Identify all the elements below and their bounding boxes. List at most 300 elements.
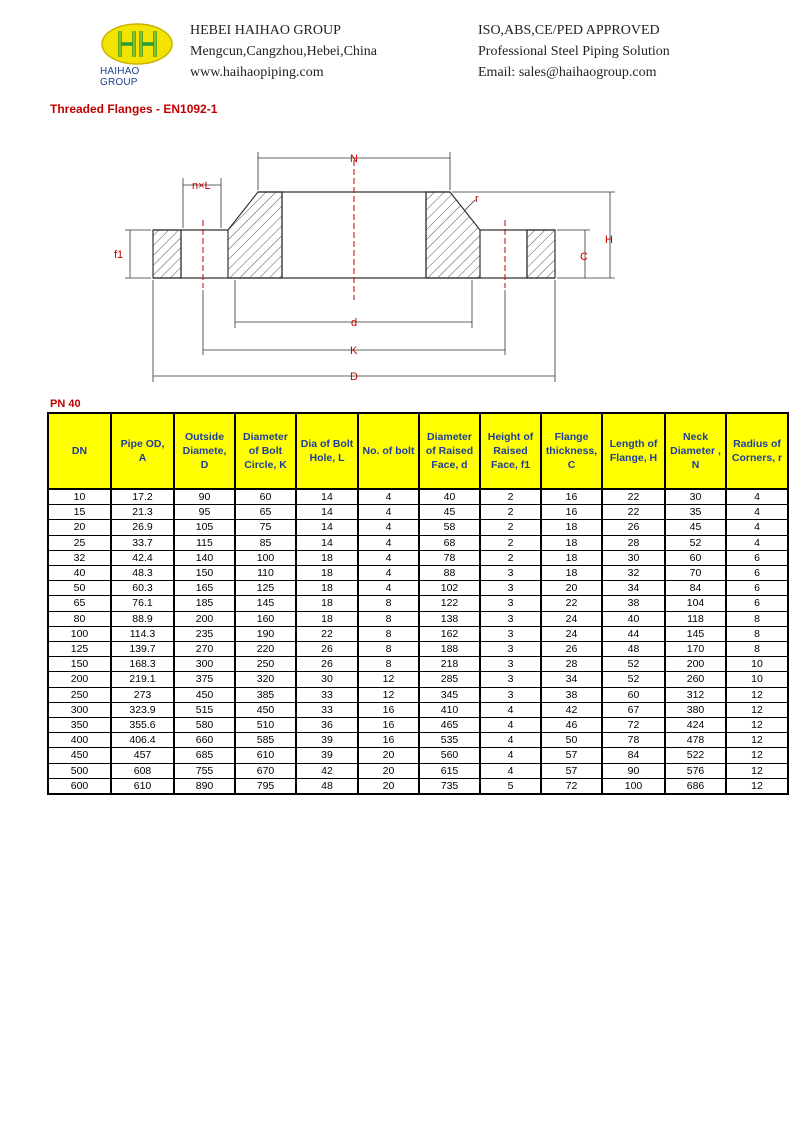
table-cell: 68 — [419, 535, 480, 550]
table-cell: 42 — [296, 763, 358, 778]
table-cell: 75 — [235, 520, 296, 535]
table-row — [48, 718, 788, 733]
col-header-line: Pipe OD, — [120, 438, 165, 450]
table-cell: 12 — [358, 672, 419, 687]
label-d: d — [351, 317, 358, 329]
flange-spec-table — [47, 412, 789, 795]
document-title: Threaded Flanges - EN1092-1 — [50, 102, 218, 116]
table-cell: 118 — [665, 611, 726, 626]
table-header-row — [48, 413, 788, 489]
table-cell: 219.1 — [111, 672, 174, 687]
table-cell: 110 — [235, 566, 296, 581]
table-cell: 4 — [358, 505, 419, 520]
table-cell: 145 — [665, 626, 726, 641]
label-N: N — [350, 153, 358, 165]
table-cell: 18 — [296, 611, 358, 626]
table-cell: 22 — [602, 489, 665, 505]
table-cell: 139.7 — [111, 642, 174, 657]
table-row — [48, 733, 788, 748]
table-cell: 3 — [480, 611, 541, 626]
table-cell: 24 — [541, 626, 602, 641]
email-text[interactable]: Email: sales@haihaogroup.com — [478, 65, 657, 80]
table-cell: 60.3 — [111, 581, 174, 596]
table-cell: 312 — [665, 687, 726, 702]
table-cell: 72 — [602, 718, 665, 733]
table-cell: 300 — [174, 657, 235, 672]
table-cell: 515 — [174, 702, 235, 717]
table-cell: 345 — [419, 687, 480, 702]
table-row — [48, 763, 788, 778]
label-D: D — [350, 371, 358, 383]
table-cell: 18 — [541, 535, 602, 550]
pressure-class-label: PN 40 — [50, 398, 81, 410]
table-cell: 40 — [602, 611, 665, 626]
table-cell: 500 — [48, 763, 111, 778]
table-cell: 8 — [726, 642, 788, 657]
table-cell: 2 — [480, 535, 541, 550]
table-row — [48, 778, 788, 794]
table-cell: 33 — [296, 687, 358, 702]
company-website[interactable]: www.haihaopiping.com — [190, 65, 324, 80]
col-header-line: Circle, K — [244, 459, 287, 471]
table-row — [48, 672, 788, 687]
table-cell: 5 — [480, 778, 541, 794]
table-cell: 510 — [235, 718, 296, 733]
table-cell: 615 — [419, 763, 480, 778]
table-cell: 115 — [174, 535, 235, 550]
table-cell: 30 — [296, 672, 358, 687]
table-cell: 80 — [48, 611, 111, 626]
table-cell: 33.7 — [111, 535, 174, 550]
haihao-logo — [100, 22, 175, 67]
table-cell: 76.1 — [111, 596, 174, 611]
col-header — [174, 413, 235, 489]
table-cell: 3 — [480, 657, 541, 672]
col-header-line: Outside — [184, 431, 225, 443]
flange-drawing — [100, 140, 640, 390]
table-cell: 90 — [174, 489, 235, 505]
table-cell: 138 — [419, 611, 480, 626]
label-r: r — [475, 193, 479, 205]
table-cell: 4 — [726, 520, 788, 535]
table-cell: 3 — [480, 596, 541, 611]
table-cell: 84 — [665, 581, 726, 596]
table-cell: 16 — [541, 505, 602, 520]
table-cell: 18 — [541, 550, 602, 565]
table-cell: 8 — [358, 657, 419, 672]
table-cell: 26 — [541, 642, 602, 657]
col-header — [235, 413, 296, 489]
table-cell: 323.9 — [111, 702, 174, 717]
table-cell: 26.9 — [111, 520, 174, 535]
table-cell: 40 — [48, 566, 111, 581]
company-contact — [478, 20, 670, 83]
table-cell: 33 — [296, 702, 358, 717]
table-cell: 4 — [480, 748, 541, 763]
table-cell: 450 — [174, 687, 235, 702]
table-cell: 478 — [665, 733, 726, 748]
col-header — [665, 413, 726, 489]
col-header — [480, 413, 541, 489]
table-cell: 2 — [480, 550, 541, 565]
col-header-line: Diamete, — [182, 445, 227, 457]
table-cell: 4 — [726, 489, 788, 505]
table-cell: 78 — [602, 733, 665, 748]
table-cell: 168.3 — [111, 657, 174, 672]
table-cell: 34 — [541, 672, 602, 687]
col-header — [726, 413, 788, 489]
col-header-line: thickness, — [545, 445, 598, 457]
table-cell: 22 — [296, 626, 358, 641]
table-row — [48, 505, 788, 520]
approval-text: ISO,ABS,CE/PED APPROVED — [478, 23, 660, 38]
table-cell: 20 — [541, 581, 602, 596]
table-cell: 45 — [419, 505, 480, 520]
table-cell: 16 — [541, 489, 602, 505]
table-cell: 8 — [358, 611, 419, 626]
company-address: Mengcun,Cangzhou,Hebei,China — [190, 44, 378, 59]
col-header-line: D — [200, 459, 209, 471]
table-cell: 685 — [174, 748, 235, 763]
table-row — [48, 535, 788, 550]
table-cell: 28 — [602, 535, 665, 550]
table-cell: 270 — [174, 642, 235, 657]
table-cell: 105 — [174, 520, 235, 535]
table-cell: 2 — [480, 520, 541, 535]
table-cell: 522 — [665, 748, 726, 763]
table-cell: 608 — [111, 763, 174, 778]
table-cell: 100 — [48, 626, 111, 641]
table-cell: 686 — [665, 778, 726, 794]
col-header — [602, 413, 665, 489]
table-cell: 250 — [235, 657, 296, 672]
table-cell: 32 — [602, 566, 665, 581]
table-cell: 380 — [665, 702, 726, 717]
table-cell: 65 — [235, 505, 296, 520]
table-cell: 355.6 — [111, 718, 174, 733]
table-cell: 26 — [296, 642, 358, 657]
table-cell: 235 — [174, 626, 235, 641]
label-f1: f1 — [114, 249, 124, 261]
table-cell: 200 — [665, 657, 726, 672]
col-header-line: A — [138, 452, 147, 464]
table-cell: 12 — [726, 763, 788, 778]
table-cell: 4 — [358, 581, 419, 596]
table-cell: 20 — [358, 778, 419, 794]
table-cell: 100 — [235, 550, 296, 565]
table-row — [48, 657, 788, 672]
table-cell: 52 — [602, 672, 665, 687]
table-cell: 260 — [665, 672, 726, 687]
table-cell: 795 — [235, 778, 296, 794]
table-cell: 4 — [480, 702, 541, 717]
table-cell: 38 — [541, 687, 602, 702]
col-header-line: of Bolt — [248, 445, 283, 457]
company-info — [190, 20, 377, 83]
table-cell: 88.9 — [111, 611, 174, 626]
table-cell: 10 — [726, 672, 788, 687]
table-cell: 12 — [726, 718, 788, 733]
table-cell: 465 — [419, 718, 480, 733]
table-cell: 45 — [665, 520, 726, 535]
col-header — [48, 413, 111, 489]
tagline-text: Professional Steel Piping Solution — [478, 44, 670, 59]
col-header — [296, 413, 358, 489]
table-cell: 48 — [296, 778, 358, 794]
table-cell: 60 — [665, 550, 726, 565]
col-header-line: Face, d — [431, 459, 468, 471]
table-cell: 8 — [726, 626, 788, 641]
table-cell: 122 — [419, 596, 480, 611]
table-cell: 3 — [480, 626, 541, 641]
col-header-line: Diameter — [427, 431, 472, 443]
table-cell: 560 — [419, 748, 480, 763]
table-cell: 6 — [726, 550, 788, 565]
table-cell: 3 — [480, 581, 541, 596]
table-cell: 20 — [358, 763, 419, 778]
col-header-line: Diameter , — [670, 445, 721, 457]
table-cell: 250 — [48, 687, 111, 702]
table-row — [48, 520, 788, 535]
table-cell: 190 — [235, 626, 296, 641]
table-row — [48, 702, 788, 717]
table-cell: 660 — [174, 733, 235, 748]
table-cell: 10 — [48, 489, 111, 505]
table-cell: 95 — [174, 505, 235, 520]
table-cell: 424 — [665, 718, 726, 733]
table-cell: 17.2 — [111, 489, 174, 505]
table-cell: 890 — [174, 778, 235, 794]
table-cell: 4 — [480, 763, 541, 778]
table-cell: 104 — [665, 596, 726, 611]
table-cell: 188 — [419, 642, 480, 657]
col-header — [111, 413, 174, 489]
table-cell: 457 — [111, 748, 174, 763]
table-cell: 12 — [726, 733, 788, 748]
col-header-line: N — [691, 459, 700, 471]
table-cell: 57 — [541, 748, 602, 763]
table-cell: 20 — [358, 748, 419, 763]
logo-text: HAIHAO GROUP — [100, 66, 140, 88]
label-H: H — [605, 234, 613, 246]
table-cell: 3 — [480, 566, 541, 581]
table-cell: 25 — [48, 535, 111, 550]
table-cell: 57 — [541, 763, 602, 778]
table-cell: 2 — [480, 505, 541, 520]
table-cell: 18 — [296, 581, 358, 596]
table-cell: 50 — [48, 581, 111, 596]
col-header-line: Diameter — [243, 431, 288, 443]
table-cell: 30 — [602, 550, 665, 565]
table-cell: 60 — [602, 687, 665, 702]
table-cell: 78 — [419, 550, 480, 565]
table-cell: 18 — [541, 566, 602, 581]
company-name: HEBEI HAIHAO GROUP — [190, 23, 341, 38]
table-cell: 610 — [111, 778, 174, 794]
col-header — [541, 413, 602, 489]
table-cell: 48.3 — [111, 566, 174, 581]
table-cell: 14 — [296, 489, 358, 505]
table-cell: 218 — [419, 657, 480, 672]
table-cell: 15 — [48, 505, 111, 520]
table-cell: 162 — [419, 626, 480, 641]
table-cell: 3 — [480, 672, 541, 687]
table-cell: 18 — [541, 520, 602, 535]
table-cell: 3 — [480, 687, 541, 702]
col-header-line: Flange — [554, 431, 589, 443]
table-body — [48, 489, 788, 794]
col-header-line: Flange, H — [609, 452, 658, 464]
table-cell: 8 — [726, 611, 788, 626]
label-C: C — [580, 251, 588, 263]
table-cell: 16 — [358, 733, 419, 748]
table-row — [48, 611, 788, 626]
table-cell: 90 — [602, 763, 665, 778]
label-nxL: n×L — [192, 180, 211, 192]
col-header-line: C — [567, 459, 576, 471]
col-header-line: Dia of Bolt — [300, 438, 354, 450]
table-cell: 100 — [602, 778, 665, 794]
table-cell: 70 — [665, 566, 726, 581]
table-cell: 67 — [602, 702, 665, 717]
table-cell: 755 — [174, 763, 235, 778]
table-cell: 4 — [480, 733, 541, 748]
table-cell: 72 — [541, 778, 602, 794]
table-cell: 140 — [174, 550, 235, 565]
col-header-line: Face, f1 — [490, 459, 531, 471]
table-cell: 42.4 — [111, 550, 174, 565]
table-row — [48, 581, 788, 596]
table-cell: 535 — [419, 733, 480, 748]
table-cell: 3 — [480, 642, 541, 657]
table-cell: 18 — [296, 566, 358, 581]
table-cell: 165 — [174, 581, 235, 596]
col-header-line: of Raised — [425, 445, 474, 457]
table-cell: 576 — [665, 763, 726, 778]
table-cell: 12 — [726, 778, 788, 794]
col-header-line: Radius of — [733, 438, 781, 450]
table-cell: 39 — [296, 733, 358, 748]
table-cell: 170 — [665, 642, 726, 657]
col-header-line: Height of — [487, 431, 534, 443]
table-cell: 450 — [235, 702, 296, 717]
table-cell: 125 — [235, 581, 296, 596]
table-cell: 18 — [296, 596, 358, 611]
table-cell: 400 — [48, 733, 111, 748]
table-cell: 48 — [602, 642, 665, 657]
col-header-line: Raised — [493, 445, 528, 457]
table-cell: 375 — [174, 672, 235, 687]
table-cell: 410 — [419, 702, 480, 717]
table-cell: 150 — [174, 566, 235, 581]
table-cell: 450 — [48, 748, 111, 763]
table-cell: 385 — [235, 687, 296, 702]
table-cell: 20 — [48, 520, 111, 535]
table-cell: 30 — [665, 489, 726, 505]
page-header — [0, 0, 793, 95]
table-cell: 6 — [726, 566, 788, 581]
table-row — [48, 748, 788, 763]
col-header-line: DN — [71, 445, 88, 457]
table-cell: 610 — [235, 748, 296, 763]
table-cell: 65 — [48, 596, 111, 611]
table-cell: 52 — [602, 657, 665, 672]
table-cell: 102 — [419, 581, 480, 596]
table-cell: 38 — [602, 596, 665, 611]
table-cell: 50 — [541, 733, 602, 748]
table-cell: 8 — [358, 596, 419, 611]
table-row — [48, 596, 788, 611]
col-header — [358, 413, 419, 489]
table-cell: 670 — [235, 763, 296, 778]
table-row — [48, 642, 788, 657]
table-cell: 44 — [602, 626, 665, 641]
table-cell: 8 — [358, 626, 419, 641]
table-cell: 32 — [48, 550, 111, 565]
table-cell: 21.3 — [111, 505, 174, 520]
table-cell: 160 — [235, 611, 296, 626]
table-cell: 12 — [726, 748, 788, 763]
label-K: K — [350, 345, 358, 357]
table-cell: 145 — [235, 596, 296, 611]
table-cell: 40 — [419, 489, 480, 505]
table-cell: 60 — [235, 489, 296, 505]
col-header-line: Length of — [609, 438, 658, 450]
table-row — [48, 626, 788, 641]
table-cell: 12 — [726, 687, 788, 702]
table-cell: 12 — [358, 687, 419, 702]
table-cell: 24 — [541, 611, 602, 626]
table-cell: 406.4 — [111, 733, 174, 748]
table-cell: 185 — [174, 596, 235, 611]
table-cell: 10 — [726, 657, 788, 672]
table-cell: 6 — [726, 581, 788, 596]
col-header-line: No. of bolt — [362, 445, 415, 457]
table-cell: 12 — [726, 702, 788, 717]
table-cell: 28 — [541, 657, 602, 672]
table-cell: 88 — [419, 566, 480, 581]
table-cell: 735 — [419, 778, 480, 794]
table-cell: 14 — [296, 520, 358, 535]
table-cell: 320 — [235, 672, 296, 687]
col-header — [419, 413, 480, 489]
table-cell: 4 — [726, 505, 788, 520]
table-cell: 114.3 — [111, 626, 174, 641]
table-cell: 585 — [235, 733, 296, 748]
table-row — [48, 489, 788, 505]
table-cell: 18 — [296, 550, 358, 565]
table-cell: 300 — [48, 702, 111, 717]
table-cell: 580 — [174, 718, 235, 733]
table-cell: 6 — [726, 596, 788, 611]
table-cell: 26 — [602, 520, 665, 535]
table-cell: 4 — [358, 535, 419, 550]
table-cell: 4 — [480, 718, 541, 733]
table-cell: 4 — [358, 489, 419, 505]
table-cell: 285 — [419, 672, 480, 687]
table-cell: 22 — [541, 596, 602, 611]
table-row — [48, 566, 788, 581]
col-header-line: Neck — [682, 431, 709, 443]
table-cell: 8 — [358, 642, 419, 657]
table-cell: 46 — [541, 718, 602, 733]
table-cell: 35 — [665, 505, 726, 520]
table-cell: 350 — [48, 718, 111, 733]
table-cell: 85 — [235, 535, 296, 550]
table-cell: 273 — [111, 687, 174, 702]
table-row — [48, 550, 788, 565]
table-cell: 4 — [358, 550, 419, 565]
